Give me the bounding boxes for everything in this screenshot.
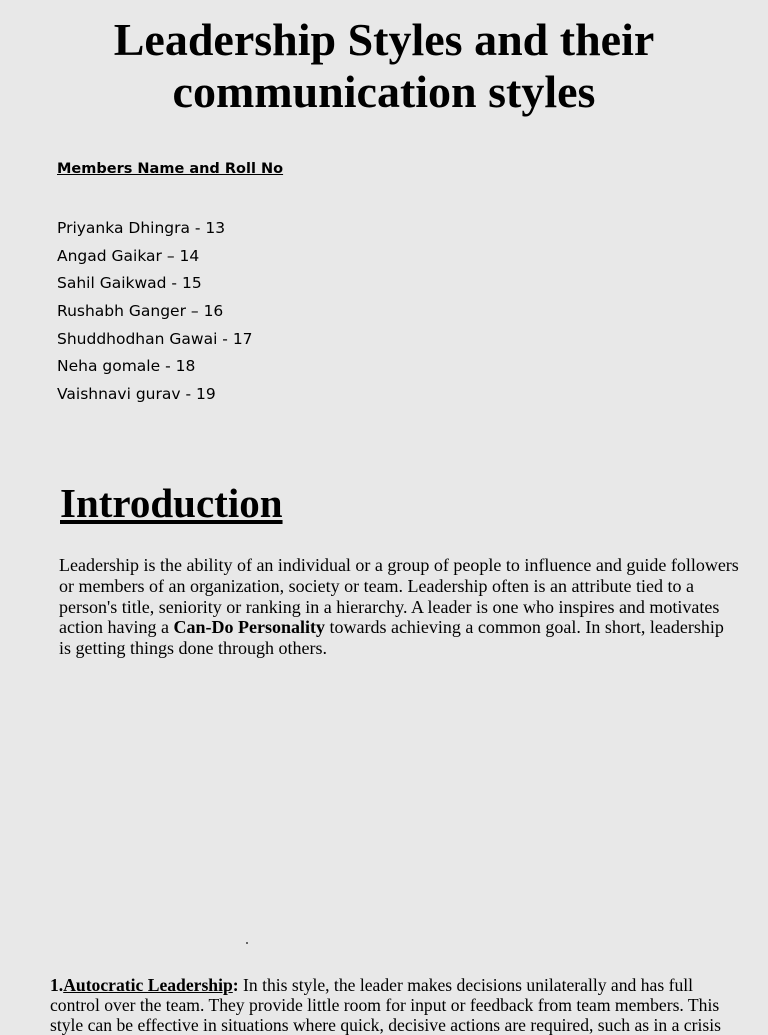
intro-text-after: towards achieving a common goal. In short, leadership is getting things done through others. <box>59 617 724 659</box>
style-number: 1. <box>50 975 64 995</box>
introduction-heading: Introduction <box>60 480 283 526</box>
members-list <box>57 215 253 409</box>
style-colon: : <box>232 975 239 995</box>
member-item: Priyanka Dhingra - 13 <box>57 219 226 237</box>
member-item: Vaishnavi gurav - 19 <box>57 385 216 404</box>
stray-dot <box>246 942 248 944</box>
member-item: Rushabh Ganger – 16 <box>57 302 224 321</box>
style-name: Autocratic Leadership <box>63 975 233 995</box>
member-item: Angad Gaikar – 14 <box>57 246 200 265</box>
intro-text-before: Leadership is the ability of an individual or a group of people to influence and guide followers or members of an organization, society or team. Leadership often is an attribute tied to a person's title, seniority or ranking in a hierarchy. A leader is one who inspires and motivates action having a <box>59 555 739 638</box>
member-item: Shuddhodhan Gawai - 17 <box>57 329 253 348</box>
title-line-1: Leadership Styles and their <box>113 14 655 65</box>
document-title <box>0 14 768 118</box>
member-item: Neha gomale - 18 <box>57 357 196 376</box>
intro-bold-term: Can-Do Personality <box>173 617 325 638</box>
member-item: Sahil Gaikwad - 15 <box>57 274 202 293</box>
members-heading: Members Name and Roll No <box>57 161 284 177</box>
introduction-paragraph <box>59 555 739 659</box>
style-term <box>50 975 239 995</box>
style-description: In this style, the leader makes decisions unilaterally and has full control over the team. They provide little room for input or feedback from team members. This style can be effective in situations where quick, decisive actions are required, such as in a crisis <box>50 975 721 1035</box>
autocratic-leadership-paragraph <box>50 975 742 1035</box>
title-line-2: communication styles <box>172 66 596 117</box>
